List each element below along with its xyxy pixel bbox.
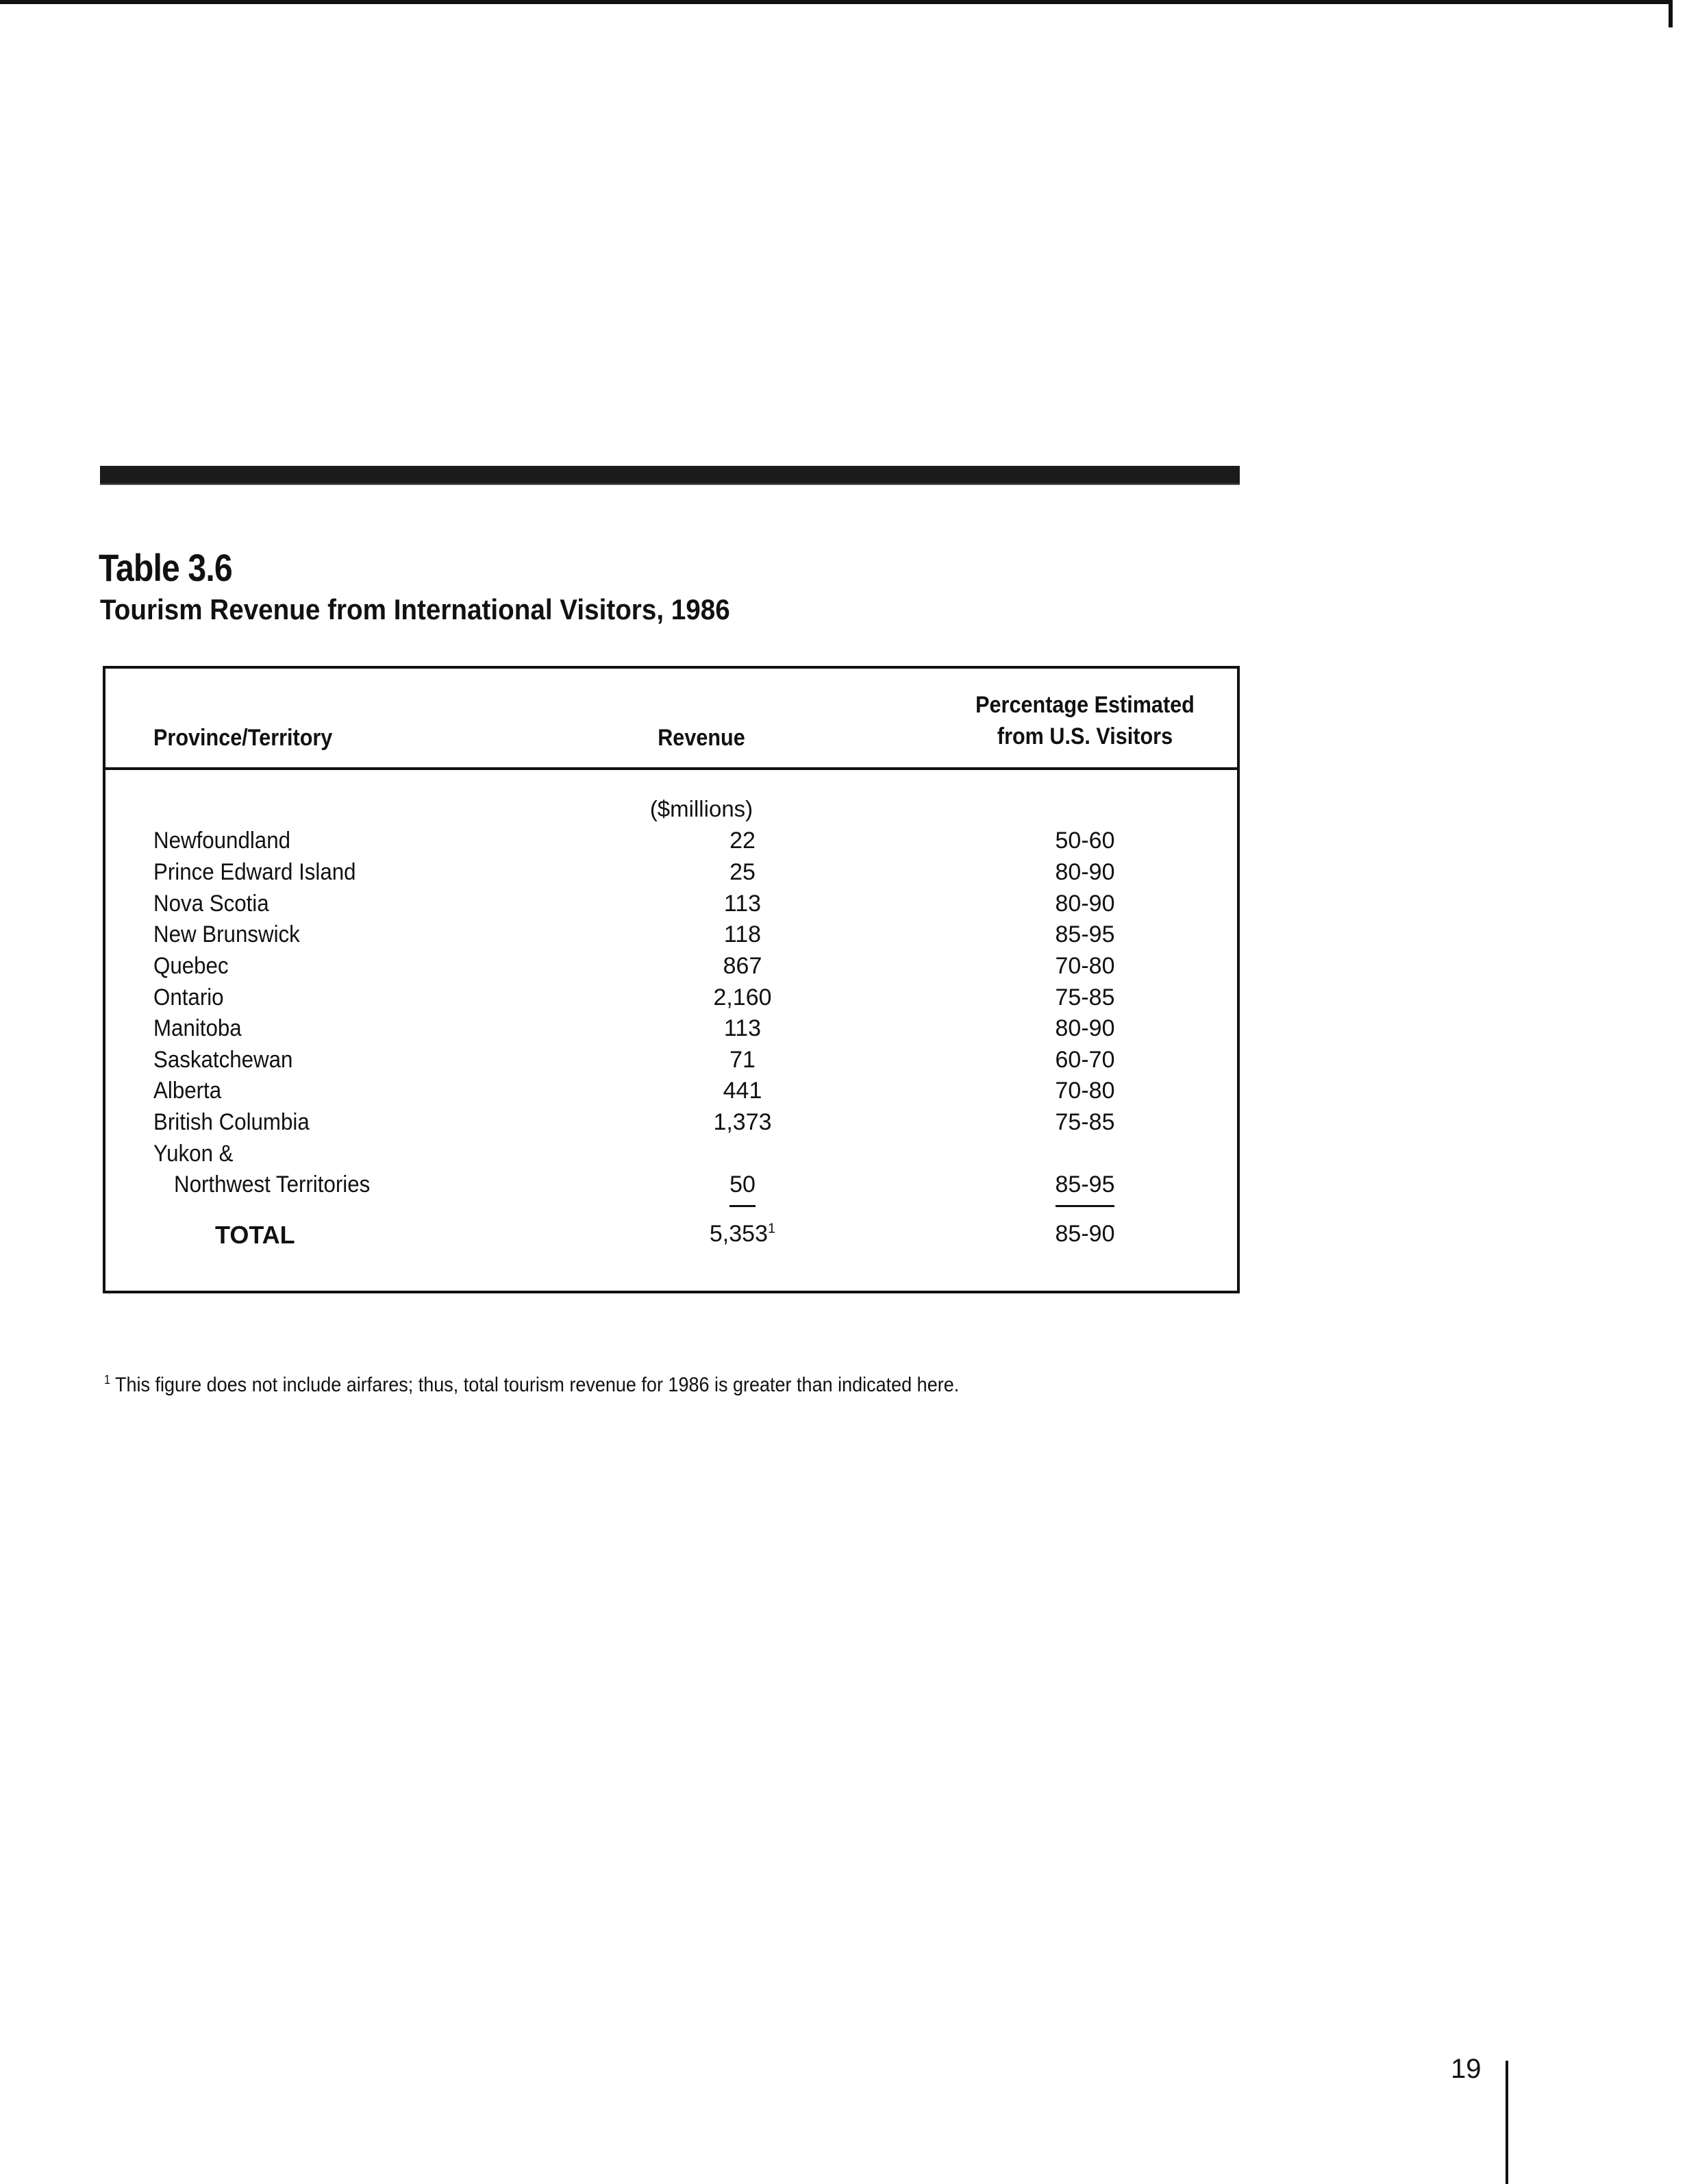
percentage-value: 85-95 bbox=[1056, 1171, 1115, 1207]
percentage-value: 80-90 bbox=[1055, 891, 1115, 917]
total-percentage: 85-90 bbox=[1055, 1221, 1115, 1247]
total-label: TOTAL bbox=[215, 1221, 295, 1249]
page-number: 19 bbox=[1451, 2054, 1482, 2084]
revenue-value: 113 bbox=[723, 1015, 762, 1041]
revenue-value: 50 bbox=[729, 1171, 756, 1207]
percentage-value: 60-70 bbox=[1055, 1047, 1115, 1073]
percentage-value: 70-80 bbox=[1055, 953, 1115, 979]
table-row bbox=[105, 1047, 1237, 1078]
percentage-value: 70-80 bbox=[1055, 1078, 1115, 1104]
province-name: New Brunswick bbox=[153, 921, 300, 947]
table-row bbox=[105, 1015, 1237, 1047]
table-number: Table 3.6 bbox=[99, 546, 232, 589]
percentage-value: 50-60 bbox=[1055, 828, 1115, 854]
province-name: Saskatchewan bbox=[153, 1047, 293, 1073]
province-name: Newfoundland bbox=[153, 828, 290, 854]
table-row bbox=[105, 953, 1237, 984]
province-name: Quebec bbox=[153, 953, 229, 979]
table-row bbox=[105, 859, 1237, 891]
page-side-rule bbox=[1506, 2061, 1508, 2184]
percentage-value: 75-85 bbox=[1055, 1109, 1115, 1135]
table-row bbox=[105, 1109, 1237, 1141]
province-name: Nova Scotia bbox=[153, 891, 269, 917]
percentage-value: 80-90 bbox=[1055, 1015, 1115, 1041]
province-name: Ontario bbox=[153, 984, 224, 1010]
table-row bbox=[105, 921, 1237, 953]
header-percentage-line2: from U.S. Visitors bbox=[997, 723, 1173, 749]
province-name-line2: Northwest Territories bbox=[174, 1171, 371, 1198]
revenue-value: 1,373 bbox=[713, 1109, 772, 1135]
percentage-value: 80-90 bbox=[1055, 859, 1115, 885]
province-name: Prince Edward Island bbox=[153, 859, 356, 885]
data-table bbox=[103, 666, 1240, 1293]
percentage-value: 75-85 bbox=[1055, 984, 1115, 1010]
header-percentage-line1: Percentage Estimated bbox=[975, 692, 1195, 718]
header-percentage bbox=[943, 689, 1227, 752]
page-top-edge bbox=[0, 0, 1671, 4]
table-row bbox=[105, 891, 1237, 922]
table-row bbox=[105, 1171, 1237, 1203]
revenue-value: 867 bbox=[723, 953, 762, 979]
province-name: British Columbia bbox=[153, 1109, 310, 1135]
total-row bbox=[105, 1221, 1237, 1252]
header-divider bbox=[105, 767, 1237, 770]
province-name: Alberta bbox=[153, 1078, 222, 1104]
page-right-edge bbox=[1669, 0, 1673, 27]
header-province: Province/Territory bbox=[153, 725, 333, 751]
section-rule-bar bbox=[100, 466, 1240, 485]
revenue-value: 2,160 bbox=[713, 984, 772, 1010]
province-name-line1: Yukon & bbox=[153, 1141, 234, 1167]
footnote-text: This figure does not include airfares; thus, total tourism revenue for 1986 is greater than indicated here. bbox=[115, 1374, 960, 1396]
revenue-units: ($millions) bbox=[649, 796, 753, 821]
table-row bbox=[105, 1141, 1237, 1172]
revenue-value: 118 bbox=[723, 921, 762, 947]
table-row bbox=[105, 1078, 1237, 1109]
footnote-mark: 1 bbox=[104, 1373, 111, 1387]
total-revenue: 5,353 bbox=[709, 1221, 768, 1247]
revenue-value: 25 bbox=[729, 859, 756, 885]
header-revenue: Revenue bbox=[658, 725, 745, 751]
table-title: Tourism Revenue from International Visitors, 1986 bbox=[100, 593, 730, 625]
footnote bbox=[104, 1373, 959, 1397]
revenue-value: 113 bbox=[723, 891, 762, 917]
revenue-value: 22 bbox=[729, 828, 756, 854]
province-name: Manitoba bbox=[153, 1015, 242, 1041]
table-row bbox=[105, 984, 1237, 1016]
revenue-value: 441 bbox=[723, 1078, 762, 1104]
revenue-value: 71 bbox=[729, 1047, 756, 1073]
footnote-ref: 1 bbox=[767, 1221, 776, 1237]
percentage-value: 85-95 bbox=[1055, 921, 1115, 947]
table-row bbox=[105, 828, 1237, 859]
